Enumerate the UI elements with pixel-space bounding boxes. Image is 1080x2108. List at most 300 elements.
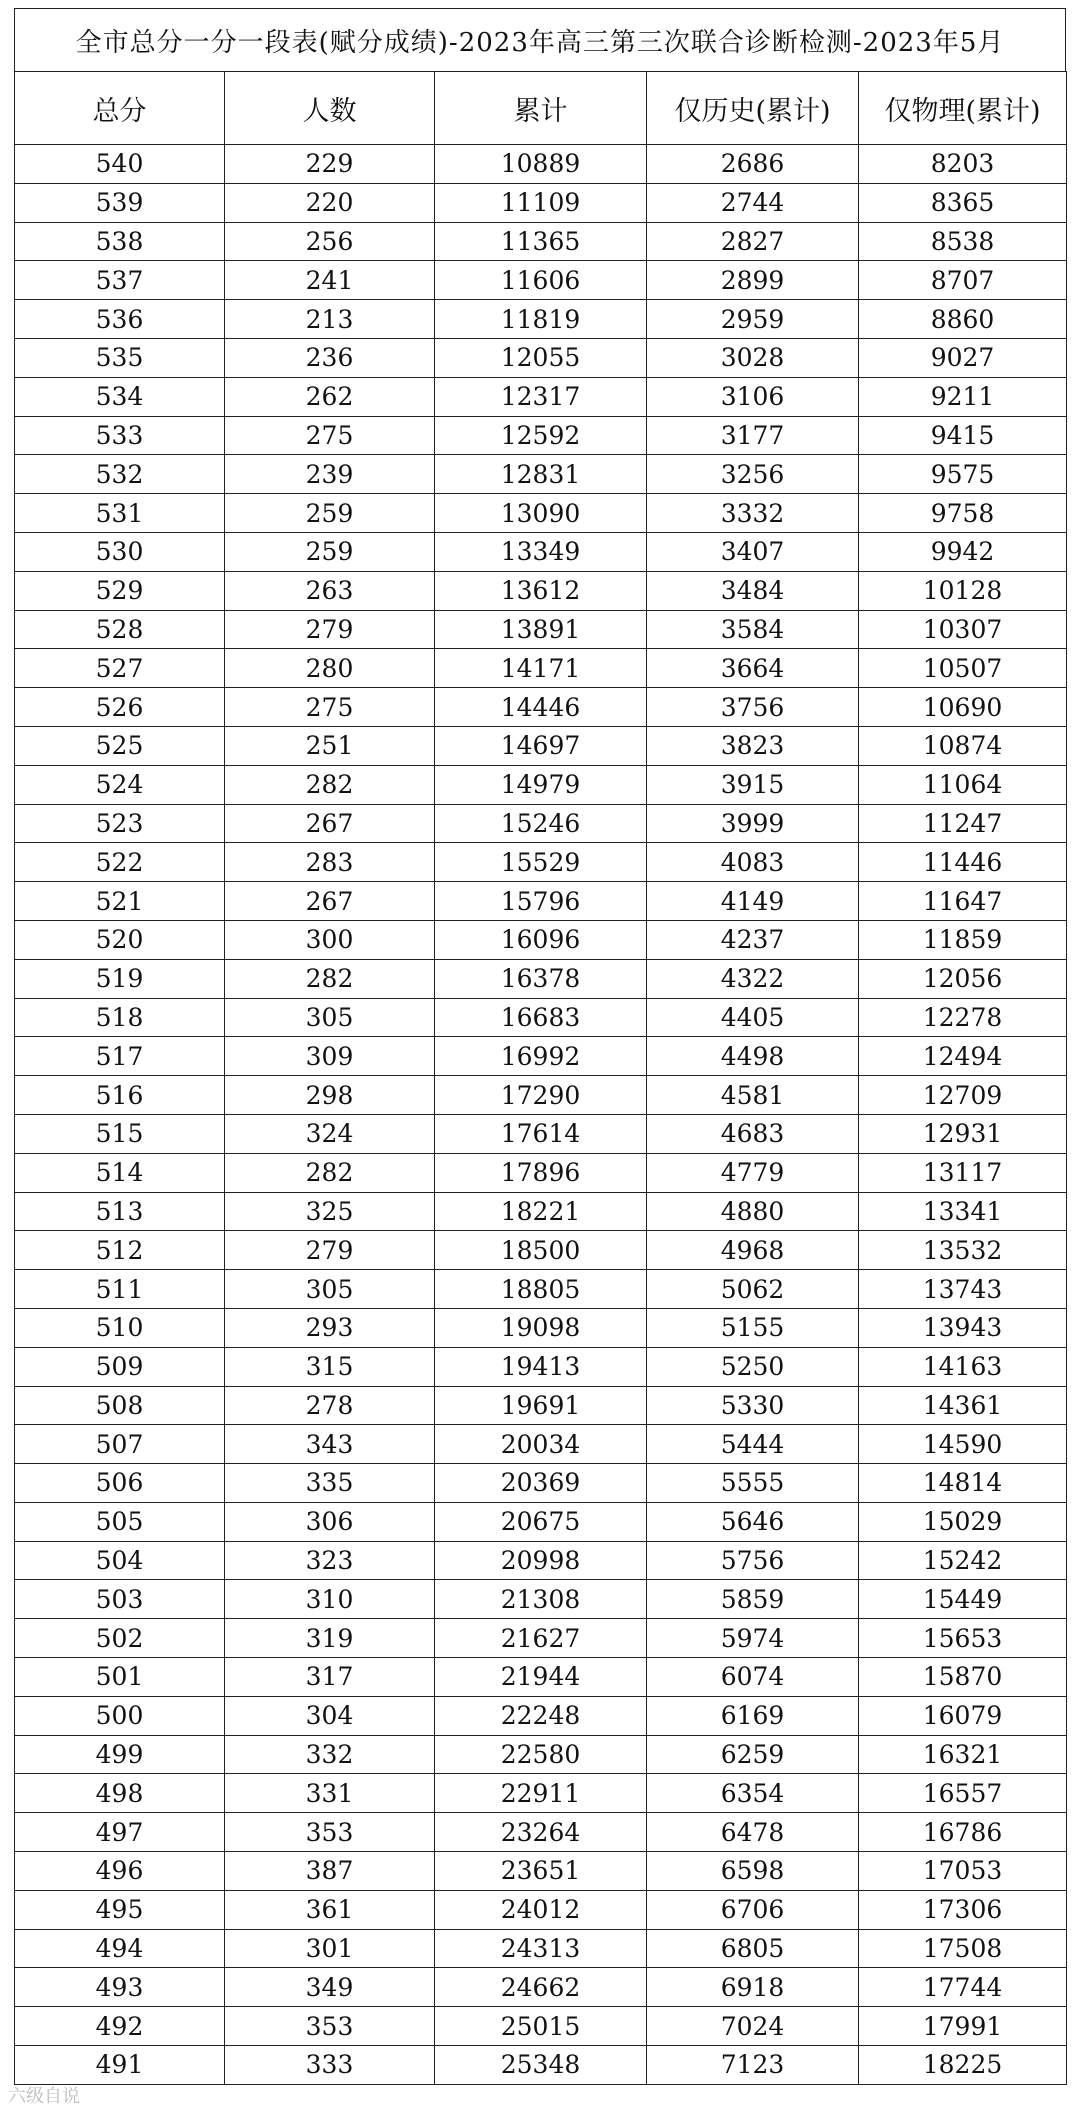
cell-physics-cumulative: 9211 — [859, 377, 1067, 416]
cell-physics-cumulative: 11446 — [859, 843, 1067, 882]
cell-total-score: 502 — [15, 1619, 225, 1658]
cell-count: 275 — [225, 688, 435, 727]
cell-cumulative: 25348 — [435, 2046, 647, 2085]
cell-total-score: 499 — [15, 1735, 225, 1774]
table-row — [15, 571, 1067, 610]
cell-count: 229 — [225, 145, 435, 184]
cell-total-score: 494 — [15, 1929, 225, 1968]
cell-total-score: 501 — [15, 1658, 225, 1697]
cell-history-cumulative: 3332 — [647, 494, 859, 533]
cell-cumulative: 11365 — [435, 222, 647, 261]
cell-count: 282 — [225, 959, 435, 998]
cell-count: 263 — [225, 571, 435, 610]
cell-total-score: 517 — [15, 1037, 225, 1076]
table-row — [15, 804, 1067, 843]
cell-physics-cumulative: 11247 — [859, 804, 1067, 843]
table-row — [15, 1929, 1067, 1968]
cell-count: 335 — [225, 1464, 435, 1503]
cell-history-cumulative: 5555 — [647, 1464, 859, 1503]
table-row — [15, 1774, 1067, 1813]
cell-cumulative: 16683 — [435, 998, 647, 1037]
cell-history-cumulative: 2959 — [647, 300, 859, 339]
cell-total-score: 511 — [15, 1270, 225, 1309]
cell-count: 236 — [225, 338, 435, 377]
cell-physics-cumulative: 17053 — [859, 1852, 1067, 1891]
cell-total-score: 496 — [15, 1852, 225, 1891]
cell-cumulative: 22248 — [435, 1696, 647, 1735]
cell-history-cumulative: 4498 — [647, 1037, 859, 1076]
cell-count: 343 — [225, 1425, 435, 1464]
cell-total-score: 540 — [15, 145, 225, 184]
cell-cumulative: 12831 — [435, 455, 647, 494]
cell-history-cumulative: 4683 — [647, 1114, 859, 1153]
cell-count: 332 — [225, 1735, 435, 1774]
cell-count: 317 — [225, 1658, 435, 1697]
cell-history-cumulative: 2827 — [647, 222, 859, 261]
cell-cumulative: 11109 — [435, 183, 647, 222]
table-row — [15, 2007, 1067, 2046]
cell-history-cumulative: 5062 — [647, 1270, 859, 1309]
cell-total-score: 493 — [15, 1968, 225, 2007]
table-row — [15, 416, 1067, 455]
cell-total-score: 495 — [15, 1890, 225, 1929]
cell-cumulative: 21308 — [435, 1580, 647, 1619]
cell-cumulative: 13891 — [435, 610, 647, 649]
cell-history-cumulative: 4149 — [647, 882, 859, 921]
table-row — [15, 532, 1067, 571]
cell-total-score: 498 — [15, 1774, 225, 1813]
cell-cumulative: 24012 — [435, 1890, 647, 1929]
table-row — [15, 610, 1067, 649]
table-row — [15, 1192, 1067, 1231]
cell-count: 280 — [225, 649, 435, 688]
cell-cumulative: 16992 — [435, 1037, 647, 1076]
cell-count: 213 — [225, 300, 435, 339]
cell-total-score: 506 — [15, 1464, 225, 1503]
cell-total-score: 532 — [15, 455, 225, 494]
cell-physics-cumulative: 10690 — [859, 688, 1067, 727]
table-row — [15, 649, 1067, 688]
cell-count: 315 — [225, 1347, 435, 1386]
cell-count: 262 — [225, 377, 435, 416]
table-row — [15, 998, 1067, 1037]
cell-cumulative: 19691 — [435, 1386, 647, 1425]
cell-count: 220 — [225, 183, 435, 222]
cell-physics-cumulative: 15029 — [859, 1502, 1067, 1541]
cell-cumulative: 25015 — [435, 2007, 647, 2046]
cell-total-score: 527 — [15, 649, 225, 688]
cell-total-score: 491 — [15, 2046, 225, 2085]
cell-cumulative: 13612 — [435, 571, 647, 610]
table-row — [15, 765, 1067, 804]
cell-physics-cumulative: 10128 — [859, 571, 1067, 610]
cell-cumulative: 14446 — [435, 688, 647, 727]
cell-total-score: 522 — [15, 843, 225, 882]
cell-physics-cumulative: 10874 — [859, 726, 1067, 765]
cell-physics-cumulative: 8538 — [859, 222, 1067, 261]
table-row — [15, 688, 1067, 727]
cell-physics-cumulative: 9942 — [859, 532, 1067, 571]
table-row — [15, 494, 1067, 533]
cell-total-score: 492 — [15, 2007, 225, 2046]
cell-physics-cumulative: 13743 — [859, 1270, 1067, 1309]
cell-history-cumulative: 6805 — [647, 1929, 859, 1968]
cell-physics-cumulative: 13341 — [859, 1192, 1067, 1231]
cell-cumulative: 20034 — [435, 1425, 647, 1464]
cell-physics-cumulative: 16321 — [859, 1735, 1067, 1774]
cell-history-cumulative: 2686 — [647, 145, 859, 184]
cell-history-cumulative: 3756 — [647, 688, 859, 727]
cell-history-cumulative: 6706 — [647, 1890, 859, 1929]
cell-history-cumulative: 6478 — [647, 1813, 859, 1852]
cell-total-score: 528 — [15, 610, 225, 649]
table-row — [15, 1308, 1067, 1347]
table-row — [15, 1270, 1067, 1309]
table-title: 全市总分一分一段表(赋分成绩)-2023年高三第三次联合诊断检测-2023年5月 — [14, 8, 1066, 71]
table-row — [15, 882, 1067, 921]
cell-count: 319 — [225, 1619, 435, 1658]
cell-physics-cumulative: 17991 — [859, 2007, 1067, 2046]
table-row — [15, 843, 1067, 882]
cell-total-score: 512 — [15, 1231, 225, 1270]
table-row — [15, 726, 1067, 765]
cell-total-score: 500 — [15, 1696, 225, 1735]
cell-physics-cumulative: 9027 — [859, 338, 1067, 377]
score-table-sheet — [14, 8, 1066, 2085]
cell-history-cumulative: 3407 — [647, 532, 859, 571]
cell-total-score: 516 — [15, 1076, 225, 1115]
cell-physics-cumulative: 10307 — [859, 610, 1067, 649]
cell-count: 324 — [225, 1114, 435, 1153]
cell-history-cumulative: 7024 — [647, 2007, 859, 2046]
cell-total-score: 515 — [15, 1114, 225, 1153]
cell-history-cumulative: 5155 — [647, 1308, 859, 1347]
cell-count: 279 — [225, 610, 435, 649]
cell-history-cumulative: 6598 — [647, 1852, 859, 1891]
cell-total-score: 539 — [15, 183, 225, 222]
cell-physics-cumulative: 13532 — [859, 1231, 1067, 1270]
cell-history-cumulative: 3177 — [647, 416, 859, 455]
header-count: 人数 — [225, 72, 435, 145]
cell-total-score: 518 — [15, 998, 225, 1037]
cell-count: 353 — [225, 1813, 435, 1852]
cell-history-cumulative: 6074 — [647, 1658, 859, 1697]
cell-total-score: 525 — [15, 726, 225, 765]
cell-cumulative: 18221 — [435, 1192, 647, 1231]
header-cumulative: 累计 — [435, 72, 647, 145]
cell-cumulative: 24662 — [435, 1968, 647, 2007]
cell-history-cumulative: 3584 — [647, 610, 859, 649]
cell-cumulative: 12592 — [435, 416, 647, 455]
cell-total-score: 524 — [15, 765, 225, 804]
cell-cumulative: 17614 — [435, 1114, 647, 1153]
cell-history-cumulative: 5859 — [647, 1580, 859, 1619]
cell-count: 361 — [225, 1890, 435, 1929]
cell-physics-cumulative: 12494 — [859, 1037, 1067, 1076]
cell-history-cumulative: 3999 — [647, 804, 859, 843]
cell-cumulative: 17290 — [435, 1076, 647, 1115]
cell-history-cumulative: 4880 — [647, 1192, 859, 1231]
cell-count: 304 — [225, 1696, 435, 1735]
cell-physics-cumulative: 18225 — [859, 2046, 1067, 2085]
cell-history-cumulative: 5330 — [647, 1386, 859, 1425]
cell-history-cumulative: 4581 — [647, 1076, 859, 1115]
cell-history-cumulative: 4968 — [647, 1231, 859, 1270]
table-row — [15, 1464, 1067, 1503]
cell-physics-cumulative: 12931 — [859, 1114, 1067, 1153]
cell-count: 331 — [225, 1774, 435, 1813]
cell-physics-cumulative: 17508 — [859, 1929, 1067, 1968]
cell-count: 306 — [225, 1502, 435, 1541]
cell-history-cumulative: 6354 — [647, 1774, 859, 1813]
cell-count: 349 — [225, 1968, 435, 2007]
table-row — [15, 1852, 1067, 1891]
cell-physics-cumulative: 16557 — [859, 1774, 1067, 1813]
cell-physics-cumulative: 9415 — [859, 416, 1067, 455]
table-row — [15, 261, 1067, 300]
table-row — [15, 1502, 1067, 1541]
cell-cumulative: 15796 — [435, 882, 647, 921]
cell-cumulative: 24313 — [435, 1929, 647, 1968]
cell-history-cumulative: 4083 — [647, 843, 859, 882]
cell-total-score: 534 — [15, 377, 225, 416]
table-row — [15, 1619, 1067, 1658]
table-row — [15, 1890, 1067, 1929]
cell-count: 325 — [225, 1192, 435, 1231]
cell-total-score: 531 — [15, 494, 225, 533]
cell-cumulative: 22580 — [435, 1735, 647, 1774]
cell-physics-cumulative: 15653 — [859, 1619, 1067, 1658]
cell-cumulative: 11606 — [435, 261, 647, 300]
cell-physics-cumulative: 8707 — [859, 261, 1067, 300]
cell-history-cumulative: 3106 — [647, 377, 859, 416]
cell-physics-cumulative: 11859 — [859, 920, 1067, 959]
cell-count: 323 — [225, 1541, 435, 1580]
cell-physics-cumulative: 8203 — [859, 145, 1067, 184]
cell-physics-cumulative: 14361 — [859, 1386, 1067, 1425]
table-row — [15, 455, 1067, 494]
cell-cumulative: 18805 — [435, 1270, 647, 1309]
cell-count: 267 — [225, 882, 435, 921]
cell-history-cumulative: 3915 — [647, 765, 859, 804]
cell-count: 309 — [225, 1037, 435, 1076]
cell-history-cumulative: 4779 — [647, 1153, 859, 1192]
cell-count: 259 — [225, 494, 435, 533]
cell-total-score: 519 — [15, 959, 225, 998]
cell-count: 310 — [225, 1580, 435, 1619]
table-row — [15, 1386, 1067, 1425]
cell-cumulative: 20369 — [435, 1464, 647, 1503]
cell-physics-cumulative: 10507 — [859, 649, 1067, 688]
cell-count: 305 — [225, 998, 435, 1037]
cell-total-score: 497 — [15, 1813, 225, 1852]
table-body — [15, 145, 1067, 2085]
cell-count: 300 — [225, 920, 435, 959]
table-row — [15, 1347, 1067, 1386]
cell-count: 251 — [225, 726, 435, 765]
cell-total-score: 535 — [15, 338, 225, 377]
table-row — [15, 183, 1067, 222]
table-row — [15, 1114, 1067, 1153]
table-row — [15, 338, 1067, 377]
header-history-cumulative: 仅历史(累计) — [647, 72, 859, 145]
cell-physics-cumulative: 12056 — [859, 959, 1067, 998]
cell-cumulative: 19098 — [435, 1308, 647, 1347]
table-row — [15, 1076, 1067, 1115]
table-row — [15, 145, 1067, 184]
cell-total-score: 503 — [15, 1580, 225, 1619]
cell-cumulative: 14171 — [435, 649, 647, 688]
table-row — [15, 300, 1067, 339]
table-row — [15, 1813, 1067, 1852]
cell-cumulative: 16096 — [435, 920, 647, 959]
table-row — [15, 222, 1067, 261]
cell-count: 282 — [225, 1153, 435, 1192]
cell-total-score: 523 — [15, 804, 225, 843]
cell-total-score: 504 — [15, 1541, 225, 1580]
cell-physics-cumulative: 14163 — [859, 1347, 1067, 1386]
cell-cumulative: 21627 — [435, 1619, 647, 1658]
cell-cumulative: 23651 — [435, 1852, 647, 1891]
cell-physics-cumulative: 14814 — [859, 1464, 1067, 1503]
cell-count: 293 — [225, 1308, 435, 1347]
cell-count: 283 — [225, 843, 435, 882]
cell-physics-cumulative: 15870 — [859, 1658, 1067, 1697]
table-row — [15, 1231, 1067, 1270]
cell-cumulative: 13349 — [435, 532, 647, 571]
cell-physics-cumulative: 11647 — [859, 882, 1067, 921]
table-row — [15, 1153, 1067, 1192]
cell-physics-cumulative: 17744 — [859, 1968, 1067, 2007]
cell-count: 305 — [225, 1270, 435, 1309]
cell-total-score: 507 — [15, 1425, 225, 1464]
table-row — [15, 1696, 1067, 1735]
cell-cumulative: 14697 — [435, 726, 647, 765]
cell-history-cumulative: 4322 — [647, 959, 859, 998]
cell-cumulative: 23264 — [435, 1813, 647, 1852]
cell-total-score: 530 — [15, 532, 225, 571]
cell-history-cumulative: 3028 — [647, 338, 859, 377]
score-distribution-table — [14, 71, 1067, 2085]
cell-cumulative: 13090 — [435, 494, 647, 533]
cell-count: 239 — [225, 455, 435, 494]
cell-total-score: 521 — [15, 882, 225, 921]
cell-cumulative: 20675 — [435, 1502, 647, 1541]
cell-cumulative: 10889 — [435, 145, 647, 184]
cell-physics-cumulative: 17306 — [859, 1890, 1067, 1929]
cell-count: 279 — [225, 1231, 435, 1270]
cell-total-score: 508 — [15, 1386, 225, 1425]
cell-physics-cumulative: 14590 — [859, 1425, 1067, 1464]
cell-physics-cumulative: 8860 — [859, 300, 1067, 339]
cell-total-score: 509 — [15, 1347, 225, 1386]
table-row — [15, 1425, 1067, 1464]
table-row — [15, 1735, 1067, 1774]
cell-count: 241 — [225, 261, 435, 300]
cell-history-cumulative: 5444 — [647, 1425, 859, 1464]
cell-physics-cumulative: 15449 — [859, 1580, 1067, 1619]
cell-cumulative: 11819 — [435, 300, 647, 339]
cell-total-score: 513 — [15, 1192, 225, 1231]
cell-physics-cumulative: 9758 — [859, 494, 1067, 533]
table-row — [15, 377, 1067, 416]
cell-history-cumulative: 4237 — [647, 920, 859, 959]
cell-count: 267 — [225, 804, 435, 843]
cell-count: 298 — [225, 1076, 435, 1115]
cell-total-score: 520 — [15, 920, 225, 959]
cell-history-cumulative: 3256 — [647, 455, 859, 494]
cell-count: 282 — [225, 765, 435, 804]
cell-history-cumulative: 5756 — [647, 1541, 859, 1580]
cell-cumulative: 19413 — [435, 1347, 647, 1386]
cell-history-cumulative: 3664 — [647, 649, 859, 688]
cell-history-cumulative: 6169 — [647, 1696, 859, 1735]
cell-history-cumulative: 4405 — [647, 998, 859, 1037]
cell-count: 301 — [225, 1929, 435, 1968]
cell-total-score: 537 — [15, 261, 225, 300]
cell-physics-cumulative: 8365 — [859, 183, 1067, 222]
table-row — [15, 1968, 1067, 2007]
cell-history-cumulative: 2899 — [647, 261, 859, 300]
cell-cumulative: 15529 — [435, 843, 647, 882]
cell-cumulative: 22911 — [435, 1774, 647, 1813]
cell-history-cumulative: 5974 — [647, 1619, 859, 1658]
cell-history-cumulative: 5646 — [647, 1502, 859, 1541]
cell-total-score: 526 — [15, 688, 225, 727]
cell-cumulative: 16378 — [435, 959, 647, 998]
cell-physics-cumulative: 12278 — [859, 998, 1067, 1037]
watermark: 六级自说 — [8, 2086, 80, 2107]
cell-count: 278 — [225, 1386, 435, 1425]
cell-cumulative: 12055 — [435, 338, 647, 377]
cell-history-cumulative: 2744 — [647, 183, 859, 222]
cell-physics-cumulative: 13943 — [859, 1308, 1067, 1347]
table-row — [15, 2046, 1067, 2085]
cell-history-cumulative: 6918 — [647, 1968, 859, 2007]
table-row — [15, 959, 1067, 998]
cell-total-score: 505 — [15, 1502, 225, 1541]
cell-cumulative: 21944 — [435, 1658, 647, 1697]
cell-total-score: 529 — [15, 571, 225, 610]
cell-cumulative: 17896 — [435, 1153, 647, 1192]
cell-physics-cumulative: 9575 — [859, 455, 1067, 494]
cell-physics-cumulative: 12709 — [859, 1076, 1067, 1115]
cell-physics-cumulative: 15242 — [859, 1541, 1067, 1580]
cell-total-score: 510 — [15, 1308, 225, 1347]
header-row — [15, 72, 1067, 145]
cell-cumulative: 20998 — [435, 1541, 647, 1580]
cell-cumulative: 18500 — [435, 1231, 647, 1270]
cell-physics-cumulative: 11064 — [859, 765, 1067, 804]
cell-total-score: 536 — [15, 300, 225, 339]
cell-total-score: 514 — [15, 1153, 225, 1192]
cell-count: 353 — [225, 2007, 435, 2046]
cell-history-cumulative: 6259 — [647, 1735, 859, 1774]
cell-count: 387 — [225, 1852, 435, 1891]
table-row — [15, 1541, 1067, 1580]
cell-cumulative: 15246 — [435, 804, 647, 843]
cell-cumulative: 12317 — [435, 377, 647, 416]
cell-count: 333 — [225, 2046, 435, 2085]
header-physics-cumulative: 仅物理(累计) — [859, 72, 1067, 145]
cell-physics-cumulative: 16786 — [859, 1813, 1067, 1852]
cell-history-cumulative: 7123 — [647, 2046, 859, 2085]
cell-history-cumulative: 3484 — [647, 571, 859, 610]
cell-physics-cumulative: 13117 — [859, 1153, 1067, 1192]
cell-cumulative: 14979 — [435, 765, 647, 804]
cell-history-cumulative: 3823 — [647, 726, 859, 765]
cell-count: 275 — [225, 416, 435, 455]
